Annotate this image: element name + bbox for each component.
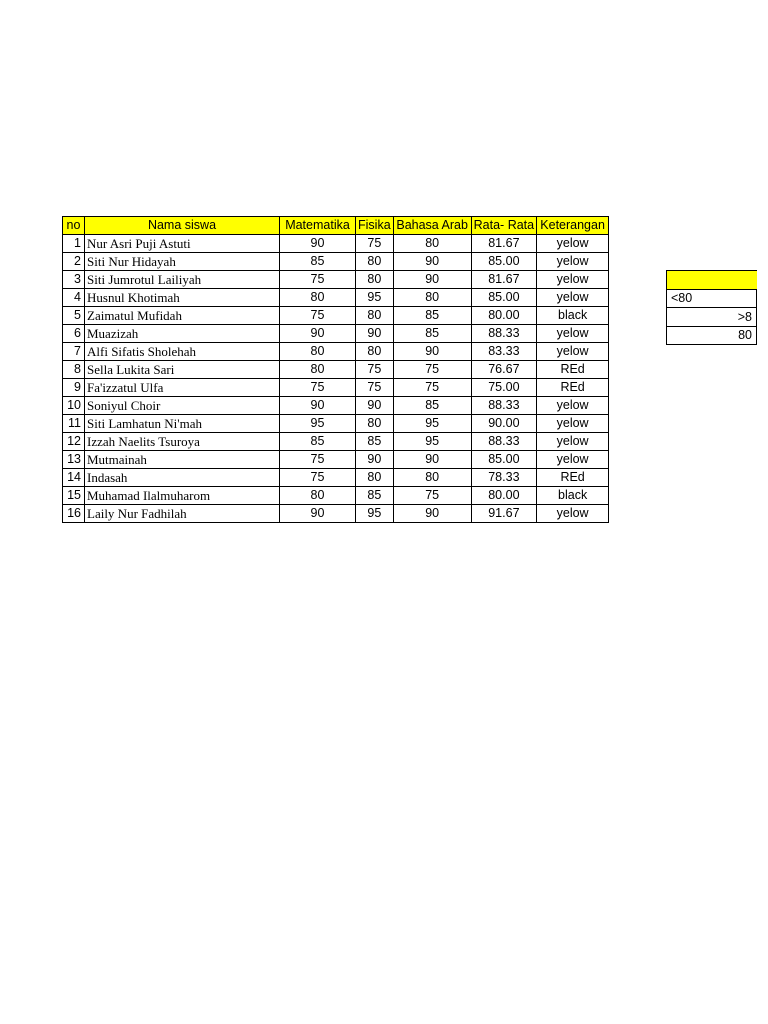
cell-no[interactable]: 2 bbox=[63, 253, 85, 271]
cell-arabic[interactable]: 95 bbox=[393, 433, 471, 451]
cell-physics[interactable]: 75 bbox=[356, 379, 394, 397]
cell-math[interactable]: 80 bbox=[280, 289, 356, 307]
cell-physics[interactable]: 85 bbox=[356, 433, 394, 451]
legend-cell[interactable]: >8 bbox=[667, 308, 757, 327]
empty-cell[interactable] bbox=[220, 379, 280, 397]
cell-name[interactable]: Indasah bbox=[85, 469, 220, 487]
header-name[interactable]: Nama siswa bbox=[85, 217, 280, 235]
cell-note[interactable]: yelow bbox=[537, 451, 609, 469]
cell-no[interactable]: 1 bbox=[63, 235, 85, 253]
cell-no[interactable]: 9 bbox=[63, 379, 85, 397]
cell-average[interactable]: 76.67 bbox=[471, 361, 536, 379]
cell-note[interactable]: yelow bbox=[537, 289, 609, 307]
cell-arabic[interactable]: 95 bbox=[393, 415, 471, 433]
cell-arabic[interactable]: 75 bbox=[393, 487, 471, 505]
table-row bbox=[63, 397, 609, 415]
cell-average[interactable]: 88.33 bbox=[471, 433, 536, 451]
cell-name[interactable]: Mutmainah bbox=[85, 451, 220, 469]
header-arabic[interactable]: Bahasa Arab bbox=[393, 217, 471, 235]
cell-average[interactable]: 75.00 bbox=[471, 379, 536, 397]
table-row bbox=[63, 289, 609, 307]
empty-cell[interactable] bbox=[220, 415, 280, 433]
cell-physics[interactable]: 90 bbox=[356, 397, 394, 415]
cell-average[interactable]: 88.33 bbox=[471, 397, 536, 415]
cell-no[interactable]: 15 bbox=[63, 487, 85, 505]
cell-arabic[interactable]: 80 bbox=[393, 469, 471, 487]
cell-arabic[interactable]: 85 bbox=[393, 325, 471, 343]
cell-physics[interactable]: 90 bbox=[356, 451, 394, 469]
cell-average[interactable]: 85.00 bbox=[471, 451, 536, 469]
table-row bbox=[63, 307, 609, 325]
cell-name[interactable]: Husnul Khotimah bbox=[85, 289, 220, 307]
cell-physics[interactable]: 85 bbox=[356, 487, 394, 505]
cell-note[interactable]: yelow bbox=[537, 343, 609, 361]
table-row bbox=[63, 433, 609, 451]
cell-name[interactable]: Siti Lamhatun Ni'mah bbox=[85, 415, 220, 433]
table-row bbox=[63, 271, 609, 289]
table-row bbox=[63, 325, 609, 343]
cell-note[interactable]: yelow bbox=[537, 505, 609, 523]
empty-cell[interactable] bbox=[220, 253, 280, 271]
table-row bbox=[63, 451, 609, 469]
empty-cell[interactable] bbox=[220, 307, 280, 325]
empty-cell[interactable] bbox=[220, 325, 280, 343]
cell-physics[interactable]: 95 bbox=[356, 289, 394, 307]
cell-arabic[interactable]: 75 bbox=[393, 379, 471, 397]
cell-name[interactable]: Zaimatul Mufidah bbox=[85, 307, 220, 325]
cell-name[interactable]: Siti Jumrotul Lailiyah bbox=[85, 271, 220, 289]
table-row bbox=[63, 361, 609, 379]
cell-name[interactable]: Fa'izzatul Ulfa bbox=[85, 379, 220, 397]
cell-average[interactable]: 83.33 bbox=[471, 343, 536, 361]
cell-physics[interactable]: 80 bbox=[356, 343, 394, 361]
cell-average[interactable]: 80.00 bbox=[471, 487, 536, 505]
header-note[interactable]: Keterangan bbox=[537, 217, 609, 235]
cell-math[interactable]: 75 bbox=[280, 451, 356, 469]
cell-arabic[interactable]: 80 bbox=[393, 235, 471, 253]
cell-name[interactable]: Izzah Naelits Tsuroya bbox=[85, 433, 220, 451]
cell-average[interactable]: 85.00 bbox=[471, 289, 536, 307]
cell-no[interactable]: 10 bbox=[63, 397, 85, 415]
cell-note[interactable]: yelow bbox=[537, 235, 609, 253]
cell-physics[interactable]: 95 bbox=[356, 505, 394, 523]
empty-cell[interactable] bbox=[220, 469, 280, 487]
cell-name[interactable]: Muhamad Ilalmuharom bbox=[85, 487, 220, 505]
cell-average[interactable]: 85.00 bbox=[471, 253, 536, 271]
cell-math[interactable]: 80 bbox=[280, 361, 356, 379]
empty-cell[interactable] bbox=[220, 343, 280, 361]
cell-note[interactable]: REd bbox=[537, 361, 609, 379]
cell-note[interactable]: yelow bbox=[537, 325, 609, 343]
cell-average[interactable]: 78.33 bbox=[471, 469, 536, 487]
cell-math[interactable]: 75 bbox=[280, 379, 356, 397]
cell-physics[interactable]: 75 bbox=[356, 361, 394, 379]
cell-physics[interactable]: 80 bbox=[356, 415, 394, 433]
cell-note[interactable]: yelow bbox=[537, 415, 609, 433]
legend-cell[interactable]: <80 bbox=[667, 289, 757, 308]
cell-math[interactable]: 75 bbox=[280, 469, 356, 487]
empty-cell[interactable] bbox=[220, 235, 280, 253]
cell-math[interactable]: 75 bbox=[280, 271, 356, 289]
cell-physics[interactable]: 75 bbox=[356, 235, 394, 253]
cell-physics[interactable]: 80 bbox=[356, 253, 394, 271]
cell-name[interactable]: Siti Nur Hidayah bbox=[85, 253, 220, 271]
cell-no[interactable]: 13 bbox=[63, 451, 85, 469]
header-no[interactable]: no bbox=[63, 217, 85, 235]
cell-no[interactable]: 5 bbox=[63, 307, 85, 325]
cell-note[interactable]: REd bbox=[537, 379, 609, 397]
cell-arabic[interactable]: 90 bbox=[393, 451, 471, 469]
table-row bbox=[63, 505, 609, 523]
cell-no[interactable]: 14 bbox=[63, 469, 85, 487]
cell-note[interactable]: yelow bbox=[537, 271, 609, 289]
cell-name[interactable]: Muazizah bbox=[85, 325, 220, 343]
cell-no[interactable]: 11 bbox=[63, 415, 85, 433]
cell-no[interactable]: 4 bbox=[63, 289, 85, 307]
cell-arabic[interactable]: 90 bbox=[393, 271, 471, 289]
empty-cell[interactable] bbox=[220, 361, 280, 379]
table-row bbox=[63, 487, 609, 505]
empty-cell[interactable] bbox=[220, 451, 280, 469]
cell-no[interactable]: 7 bbox=[63, 343, 85, 361]
cell-math[interactable]: 75 bbox=[280, 307, 356, 325]
cell-math[interactable]: 95 bbox=[280, 415, 356, 433]
cell-arabic[interactable]: 75 bbox=[393, 361, 471, 379]
table-row bbox=[63, 235, 609, 253]
header-math[interactable]: Matematika bbox=[280, 217, 356, 235]
cell-average[interactable]: 80.00 bbox=[471, 307, 536, 325]
grades-table bbox=[62, 216, 609, 523]
cell-average[interactable]: 81.67 bbox=[471, 235, 536, 253]
cell-note[interactable]: black bbox=[537, 307, 609, 325]
cell-math[interactable]: 85 bbox=[280, 433, 356, 451]
cell-arabic[interactable]: 90 bbox=[393, 343, 471, 361]
table-row bbox=[63, 343, 609, 361]
cell-name[interactable]: Nur Asri Puji Astuti bbox=[85, 235, 220, 253]
cell-math[interactable]: 80 bbox=[280, 343, 356, 361]
cell-math[interactable]: 90 bbox=[280, 235, 356, 253]
cell-note[interactable]: yelow bbox=[537, 397, 609, 415]
header-physics[interactable]: Fisika bbox=[356, 217, 394, 235]
cell-average[interactable]: 81.67 bbox=[471, 271, 536, 289]
empty-cell[interactable] bbox=[220, 487, 280, 505]
cell-no[interactable]: 8 bbox=[63, 361, 85, 379]
cell-arabic[interactable]: 80 bbox=[393, 289, 471, 307]
cell-average[interactable]: 90.00 bbox=[471, 415, 536, 433]
cell-math[interactable]: 90 bbox=[280, 397, 356, 415]
legend-table bbox=[666, 270, 757, 345]
cell-name[interactable]: Sella Lukita Sari bbox=[85, 361, 220, 379]
header-row bbox=[63, 217, 609, 235]
cell-physics[interactable]: 90 bbox=[356, 325, 394, 343]
cell-no[interactable]: 12 bbox=[63, 433, 85, 451]
cell-math[interactable]: 90 bbox=[280, 325, 356, 343]
cell-no[interactable]: 3 bbox=[63, 271, 85, 289]
cell-math[interactable]: 85 bbox=[280, 253, 356, 271]
cell-note[interactable]: REd bbox=[537, 469, 609, 487]
table-row bbox=[63, 469, 609, 487]
cell-average[interactable]: 91.67 bbox=[471, 505, 536, 523]
empty-cell[interactable] bbox=[220, 433, 280, 451]
cell-math[interactable]: 90 bbox=[280, 505, 356, 523]
table-row bbox=[63, 379, 609, 397]
cell-physics[interactable]: 80 bbox=[356, 307, 394, 325]
cell-math[interactable]: 80 bbox=[280, 487, 356, 505]
legend-header-cell[interactable] bbox=[667, 271, 757, 290]
empty-cell[interactable] bbox=[220, 397, 280, 415]
cell-name[interactable]: Soniyul Choir bbox=[85, 397, 220, 415]
cell-name[interactable]: Laily Nur Fadhilah bbox=[85, 505, 220, 523]
table-row bbox=[63, 253, 609, 271]
header-average[interactable]: Rata- Rata bbox=[471, 217, 536, 235]
cell-name[interactable]: Alfi Sifatis Sholehah bbox=[85, 343, 220, 361]
cell-physics[interactable]: 80 bbox=[356, 271, 394, 289]
table-row bbox=[63, 415, 609, 433]
cell-arabic[interactable]: 90 bbox=[393, 253, 471, 271]
cell-note[interactable]: yelow bbox=[537, 253, 609, 271]
empty-cell[interactable] bbox=[220, 505, 280, 523]
legend-cell[interactable]: 80 bbox=[667, 326, 757, 345]
cell-arabic[interactable]: 85 bbox=[393, 307, 471, 325]
empty-cell[interactable] bbox=[220, 289, 280, 307]
cell-no[interactable]: 6 bbox=[63, 325, 85, 343]
cell-average[interactable]: 88.33 bbox=[471, 325, 536, 343]
cell-note[interactable]: yelow bbox=[537, 433, 609, 451]
cell-arabic[interactable]: 85 bbox=[393, 397, 471, 415]
cell-note[interactable]: black bbox=[537, 487, 609, 505]
cell-no[interactable]: 16 bbox=[63, 505, 85, 523]
empty-cell[interactable] bbox=[220, 271, 280, 289]
cell-arabic[interactable]: 90 bbox=[393, 505, 471, 523]
cell-physics[interactable]: 80 bbox=[356, 469, 394, 487]
